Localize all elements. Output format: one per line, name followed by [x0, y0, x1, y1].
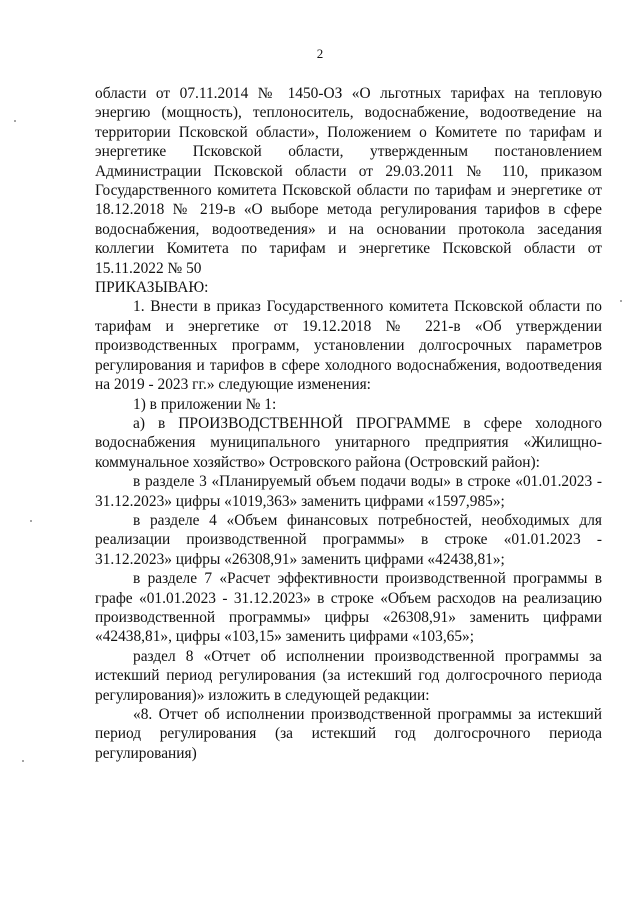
- scan-speck: [30, 520, 32, 522]
- paragraph-section-3: в разделе 3 «Планируемый объем подачи воды» в строке «01.01.2023 - 31.12.2023» цифры «1019,363» заменить цифрами «1597,985»;: [95, 473, 602, 510]
- paragraph-legal-basis: области от 07.11.2014 № 1450-ОЗ «О льготных тарифах на тепловую энергию (мощность), теплоноситель, водоснабжение, водоотведение на территории Псковской области», Положением о Комитете по тарифам и энергетике Псковской области, утвержденным постановлением Администрации Псковской области от 29.03.2011 № 110, приказом Государственного комитета Псковской области по тарифам и энергетике от 18.12.2018 № 219-в «О выборе метода регулирования тарифов в сфере водоснабжения, водоотведения» и на основании протокола заседания коллегии Комитета по тарифам и энергетике Псковской области от 15.11.2022 № 50: [95, 85, 602, 277]
- order-heading: ПРИКАЗЫВАЮ:: [95, 279, 209, 297]
- paragraph-item-1: 1. Внести в приказ Государственного комитета Псковской области по тарифам и энергетике от 19.12.2018 № 221-в «Об утверждении производственных программ, установлении долгосрочных параметров регулирования и тарифов в сфере холодного водоснабжения, водоотведения на 2019 - 2023 гг.» следующие изменения:: [95, 298, 602, 394]
- paragraph-section-8: раздел 8 «Отчет об исполнении производственной программы за истекший период регулирования (за истекший год долгосрочного периода регулирования)» изложить в следующей редакции:: [95, 647, 602, 704]
- document-body: [95, 84, 602, 763]
- paragraph-section-7: в разделе 7 «Расчет эффективности производственной программы в графе «01.01.2023 - 31.12.2023» в строке «Объем расходов на реализацию производственной программы» цифры «26308,91» заменить цифрами «42438,81», цифры «103,15» заменить цифрами «103,65»;: [95, 570, 602, 646]
- paragraph-section-4: в разделе 4 «Объем финансовых потребностей, необходимых для реализации производственной программы» в строке «01.01.2023 - 31.12.2023» цифры «26308,91» заменить цифрами «42438,81»;: [95, 511, 602, 568]
- scan-speck: [620, 300, 622, 302]
- scan-speck: [22, 760, 24, 762]
- paragraph-appendix-1: 1) в приложении № 1:: [133, 395, 277, 413]
- scan-speck: [14, 120, 16, 122]
- paragraph-subitem-a: а) в ПРОИЗВОДСТВЕННОЙ ПРОГРАММЕ в сфере холодного водоснабжения муниципального унитарного предприятия «Жилищно-коммунальное хозяйство» Островского района (Островский район):: [95, 414, 602, 471]
- page-number: 2: [316, 46, 324, 61]
- paragraph-report-heading: «8. Отчет об исполнении производственной программы за истекший период регулирования (за истекший год долгосрочного периода регулирования): [95, 706, 602, 762]
